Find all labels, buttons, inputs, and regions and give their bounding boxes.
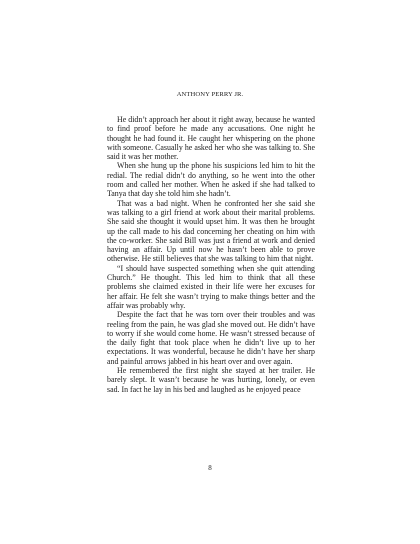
paragraph: That was a bad night. When he confronted her she said she was talking to a girl friend at work about their marital problems. She said she thought it would upset him. It was then he brought up the call made to his dad concerning her cheating on him with the co-worker. She said Bill was just a friend at work and denied having an affair. Up until now he hasn’t been able to prove otherwise. He still believes that she was talking to him that night. <box>107 198 315 264</box>
body-text <box>107 115 315 394</box>
paragraph: He remembered the first night she stayed at her trailer. He barely slept. It wasn’t because he was hurting, lonely, or even sad. In fact he lay in his bed and laughed as he enjoyed peace <box>107 366 315 394</box>
paragraph: Despite the fact that he was torn over their troubles and was reeling from the pain, he was glad she moved out. He didn’t have to worry if she would come home. He wasn’t stressed because of the daily fight that took place when he didn’t live up to her expectations. It was wonderful, because he didn’t have her sharp and painful arrows jabbed in his heart over and over again. <box>107 310 315 366</box>
paragraph: He didn’t approach her about it right away, because he wanted to find proof before he made any accusations. One night he thought he had found it. He caught her whispering on the phone with someone. Casually he asked her who she was talking to. She said it was her mother. <box>107 115 315 162</box>
running-head: ANTHONY PERRY JR. <box>176 91 244 98</box>
page-number: 8 <box>208 464 212 472</box>
paragraph: When she hung up the phone his suspicions led him to hit the redial. The redial didn’t do anything, so he went into the other room and called her mother. When he asked if she had talked to Tanya that day she told him she hadn’t. <box>107 161 315 199</box>
paragraph: “I should have suspected something when she quit attending Church.” He thought. This led him to think that all these problems she claimed existed in their life were her excuses for her affair. He felt she wasn’t trying to make things better and the affair was probably why. <box>107 263 315 310</box>
